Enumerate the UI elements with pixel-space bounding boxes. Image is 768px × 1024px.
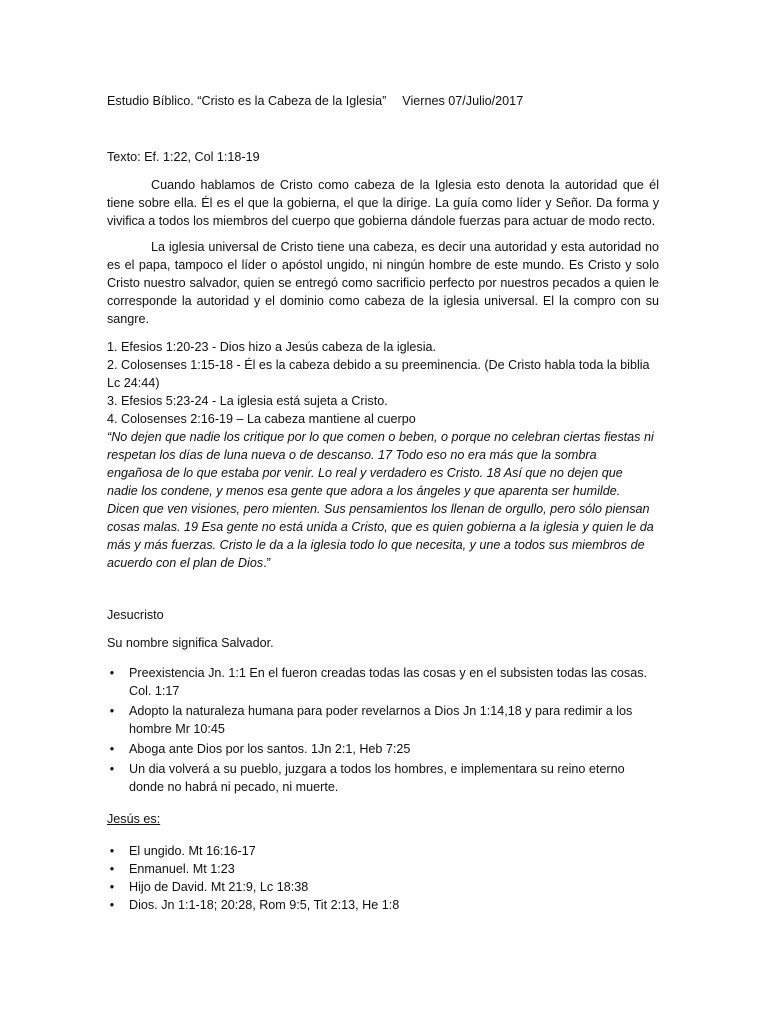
list-item-text: El ungido. Mt 16:16-17: [129, 844, 256, 858]
list-item: [107, 664, 659, 700]
list-item: [107, 878, 659, 896]
list-item: [107, 740, 659, 758]
list-item: [107, 702, 659, 738]
section-subtitle: Su nombre significa Salvador.: [107, 636, 274, 650]
quote-text: “No dejen que nadie los critique por lo que comen o beben, o porque no celebran ciertas fiestas ni respetan los días de luna nueva o de descanso. 17 Todo eso no era más que la sombra engañosa de lo que estaba por venir. Lo real y verdadero es Cristo. 18 Así que no dejen que nadie los condene, y menos esa gente que adora a los ángeles y que aparenta ser humilde. Dicen que ven visiones, pero mienten. Sus pensamientos los llenan de orgullo, pero sólo piensan cosas malas. 19 Esa gente no está unida a Cristo, que es quien gobierna a la iglesia y quien le da más y más fuerzas. Cristo le da a la iglesia todo lo que necesita, y une a todos sus miembros de acuerdo con el plan de Dios: [107, 430, 654, 570]
list-item: [107, 760, 659, 796]
document-page: [107, 92, 659, 914]
numbered-item-1: 1. Efesios 1:20-23 - Dios hizo a Jesús cabeza de la iglesia.: [107, 340, 437, 354]
bullet-icon: •: [109, 880, 115, 894]
bullet-icon: •: [109, 862, 115, 876]
section-heading-jesucristo: Jesucristo: [107, 608, 164, 622]
bullet-icon: •: [109, 666, 115, 680]
list-item-text: Dios. Jn 1:1-18; 20:28, Rom 9:5, Tit 2:13, He 1:8: [129, 898, 400, 912]
jesucristo-bullet-list: [107, 664, 659, 796]
list-item-text: Enmanuel. Mt 1:23: [129, 862, 235, 876]
list-item: [107, 860, 659, 878]
paragraph-2: La iglesia universal de Cristo tiene una cabeza, es decir una autoridad y esta autoridad no es el papa, tampoco el líder o apóstol ungido, ni ningún hombre de este mundo. Es Cristo y solo Cristo nuestro salvador, quien se entregó como sacrificio perfecto por nuestros pecados a quien le corresponde la autoridad y el dominio como cabeza de la iglesia universal. El la compro con su sangre.: [107, 240, 659, 326]
numbered-item-2: 2. Colosenses 1:15-18 - Él es la cabeza debido a su preeminencia. (De Cristo habla toda la biblia Lc 24:44): [107, 358, 650, 390]
bullet-icon: •: [109, 762, 115, 776]
numbered-item-3: 3. Efesios 5:23-24 - La iglesia está sujeta a Cristo.: [107, 394, 388, 408]
bullet-icon: •: [109, 844, 115, 858]
scripture-reference: Texto: Ef. 1:22, Col 1:18-19: [107, 150, 260, 164]
numbered-list: [107, 338, 659, 428]
scripture-quote: [107, 428, 659, 572]
list-item: [107, 896, 659, 914]
list-item: [107, 842, 659, 860]
bullet-icon: •: [109, 898, 115, 912]
section-heading-jesus-es: Jesús es:: [107, 812, 161, 826]
list-item-text: Preexistencia Jn. 1:1 En el fueron creadas todas las cosas y en el subsisten todas las cosas. Col. 1:17: [129, 666, 648, 698]
list-item-text: Hijo de David. Mt 21:9, Lc 18:38: [129, 880, 309, 894]
numbered-item-4: 4. Colosenses 2:16-19 – La cabeza mantiene al cuerpo: [107, 412, 416, 426]
bullet-icon: •: [109, 742, 115, 756]
list-item-text: Un dia volverá a su pueblo, juzgara a todos los hombres, e implementara su reino eterno donde no habrá ni pecado, ni muerte.: [129, 762, 625, 794]
document-header: [107, 92, 659, 110]
document-date: Viernes 07/Julio/2017: [402, 94, 524, 108]
document-title: Estudio Bíblico. “Cristo es la Cabeza de la Iglesia”: [107, 94, 387, 108]
paragraph-1: Cuando hablamos de Cristo como cabeza de la Iglesia esto denota la autoridad que él tiene sobre ella. Él es el que la gobierna, el que la dirige. La guía como líder y Señor. Da forma y vivifica a todos los miembros del cuerpo que gobierna dándole fuerzas para actuar de modo recto.: [107, 178, 659, 228]
quote-end: .”: [263, 556, 271, 570]
list-item-text: Adopto la naturaleza humana para poder revelarnos a Dios Jn 1:14,18 y para redimir a los hombre Mr 10:45: [129, 704, 633, 736]
jesus-es-bullet-list: [107, 842, 659, 914]
list-item-text: Aboga ante Dios por los santos. 1Jn 2:1, Heb 7:25: [129, 742, 411, 756]
bullet-icon: •: [109, 704, 115, 718]
